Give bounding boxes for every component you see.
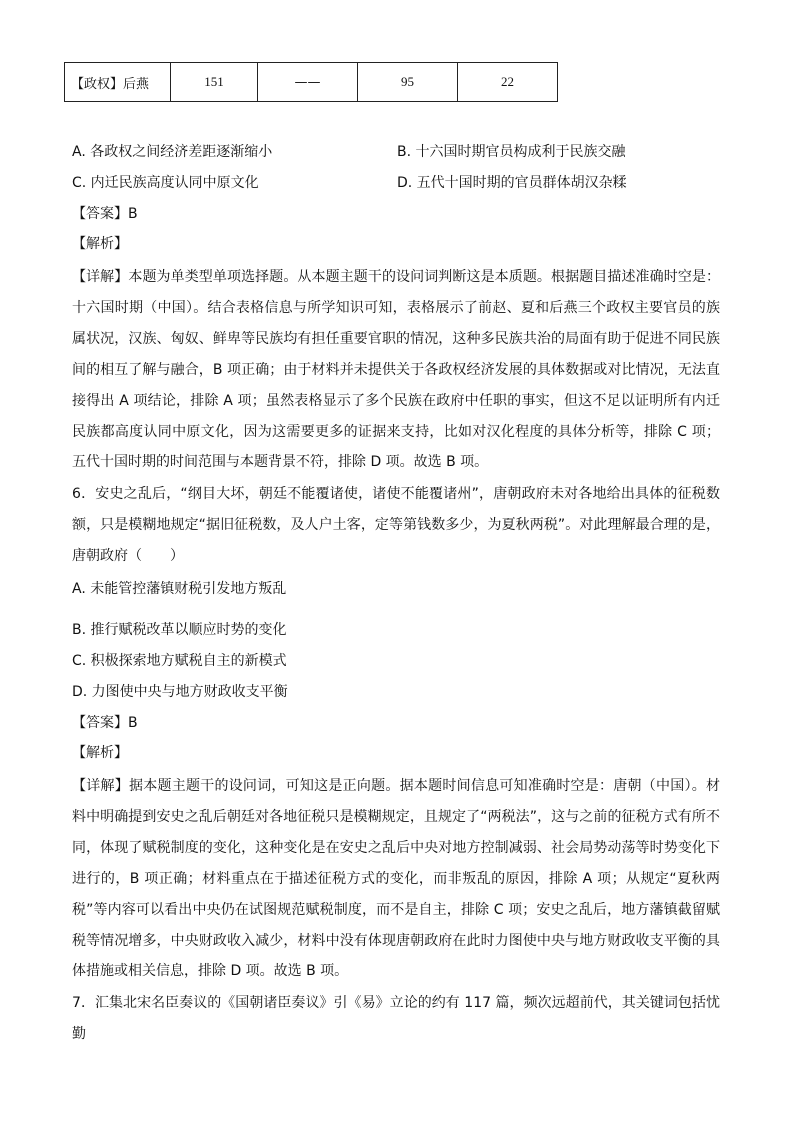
q6-option-a: A. 未能管控藩镇财税引发地方叛乱 xyxy=(72,581,287,597)
q5-option-a: A. 各政权之间经济差距逐渐缩小 xyxy=(72,144,273,160)
q5-option-c: C. 内迁民族高度认同中原文化 xyxy=(72,175,259,191)
table-cell: —— xyxy=(258,63,358,102)
q6-answer: 【答案】B xyxy=(72,715,138,731)
q6-option-b: B. 推行赋税改革以顺应时势的变化 xyxy=(72,622,287,638)
q5-analysis-label: 【解析】 xyxy=(72,236,128,252)
q6-option-d: D. 力图使中央与地方财政收支平衡 xyxy=(72,684,288,700)
q6-option-c: C. 积极探索地方赋税自主的新模式 xyxy=(72,653,287,669)
q5-detail: 【详解】本题为单类型单项选择题。从本题主题干的设问词判断这是本质题。根据题目描述准确时空是：十六国时期（中国）。结合表格信息与所学知识可知，表格展示了前赵、夏和后燕三个政权主要官员的族属状况，汉族、匈奴、鲜卑等民族均有担任重要官职的情况，这种多民族共治的局面有助于促进不同民族间的相互了解与融合，B 项正确；由于材料并未提供关于各政权经济发展的具体数据或对比情况，无法直接得出 A 项结论，排除 A 项；虽然表格显示了多个民族在政府中任职的事实，但这不足以证明所有内迁民族都高度认同中原文化，因为这需要更多的证据来支持，比如对汉化程度的具体分析等，排除 C 项；五代十国时期的时间范围与本题背景不符，排除 D 项。故选 B 项。 xyxy=(72,269,720,471)
table-cell: 95 xyxy=(358,63,458,102)
q5-option-b: B. 十六国时期官员构成利于民族交融 xyxy=(397,144,626,160)
q5-option-d: D. 五代十国时期的官员群体胡汉杂糅 xyxy=(397,175,627,191)
q7-stem: 7．汇集北宋名臣奏议的《国朝诸臣奏议》引《易》立论的约有 117 篇，频次远超前代，其关键词包括忧勤 xyxy=(72,995,720,1042)
regime-official-table xyxy=(64,62,558,102)
table-row xyxy=(65,63,558,102)
table-cell: 151 xyxy=(171,63,258,102)
table-cell: 22 xyxy=(458,63,558,102)
q6-stem: 6．安史之乱后，“纲目大坏，朝廷不能覆诸使，诸使不能覆诸州”，唐朝政府未对各地给出具体的征税数额，只是模糊地规定“据旧征税数，及人户土客，定等第钱数多少，为夏秋两税”。对此理解最合理的是，唐朝政府（ ） xyxy=(72,486,720,564)
table-cell-regime: 【政权】后燕 xyxy=(65,63,171,102)
q5-answer: 【答案】B xyxy=(72,206,138,222)
q6-detail: 【详解】据本题主题干的设问词，可知这是正向题。据本题时间信息可知准确时空是：唐朝（中国）。材料中明确提到安史之乱后朝廷对各地征税只是模糊规定，且规定了“两税法”，这与之前的征税方式有所不同，体现了赋税制度的变化，这种变化是在安史之乱后中央对地方控制减弱、社会局势动荡等时势变化下进行的，B 项正确；材料重点在于描述征税方式的变化，而非叛乱的原因，排除 A 项；从规定“夏秋两税”等内容可以看出中央仍在试图规范赋税制度，而不是自主，排除 C 项；安史之乱后，地方藩镇截留赋税等情况增多，中央财政收入减少，材料中没有体现唐朝政府在此时力图使中央与地方财政收支平衡的具体措施或相关信息，排除 D 项。故选 B 项。 xyxy=(72,778,720,980)
q6-analysis-label: 【解析】 xyxy=(72,745,128,761)
